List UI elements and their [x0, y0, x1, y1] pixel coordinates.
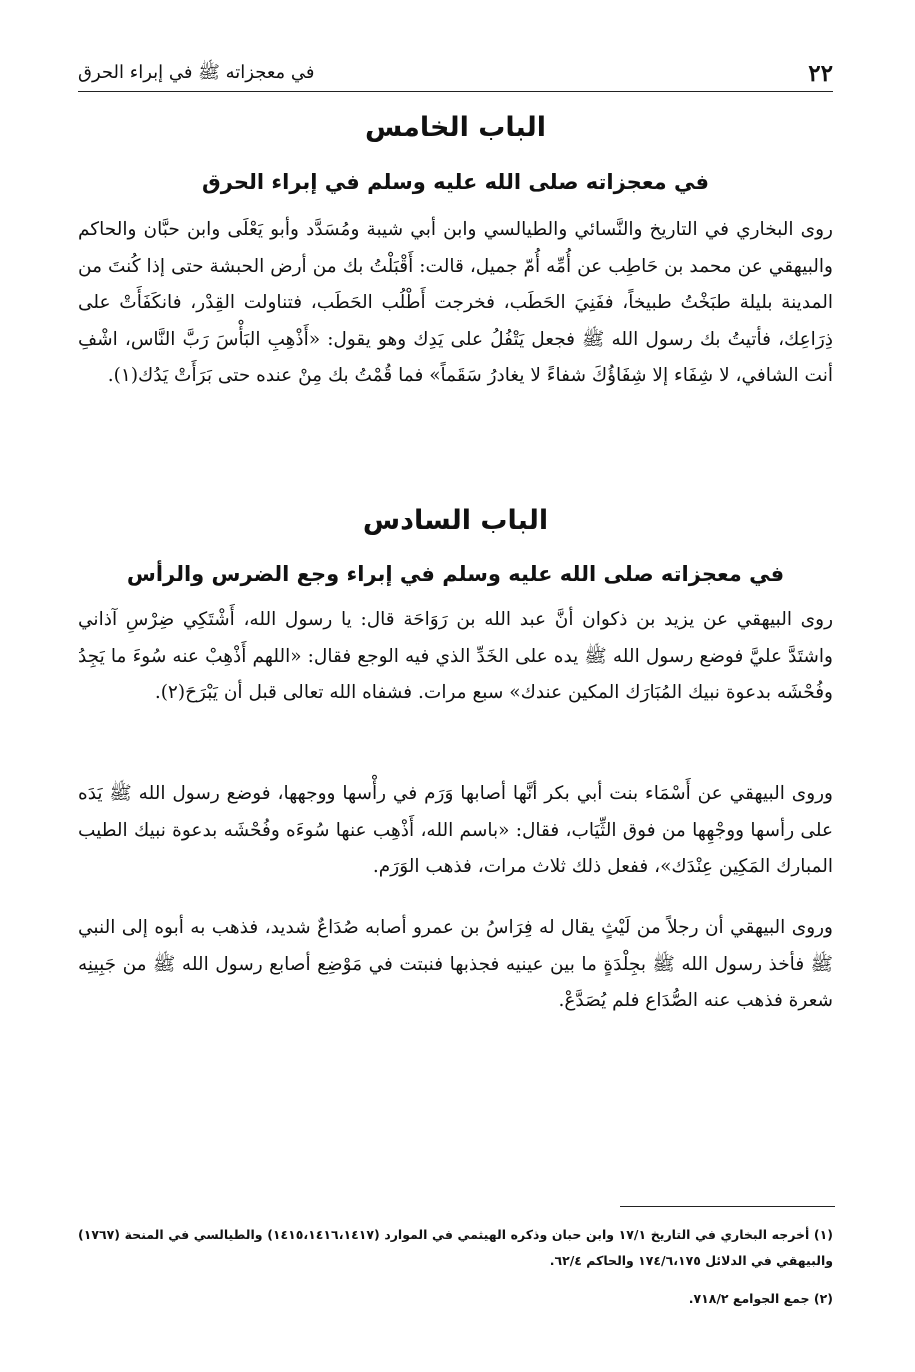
footnote-1: (١) أخرجه البخاري في التاريخ ١٧/١ وابن حبان وذكره الهيثمي في الموارد (١٤١٥،١٤١٦،١٤١٧) والطيالسي في المنحة (١٧٦٧) والبيهقي في الدلائل ١٧٤/٦،١٧٥ والحاكم ٦٢/٤.	[78, 1227, 833, 1268]
running-header	[78, 56, 833, 92]
chapter-6-paragraph-1: روى البيهقي عن يزيد بن ذكوان أنَّ عبد الله بن رَوَاحَة قال: يا رسول الله، أَشْتَكِي ضِرْسِ آذاني واشتَدَّ عليَّ فوضع رسول الله ﷺ يده على الخَدِّ الذي فيه الوجع فقال: «اللهم أَذْهِبْ عنه سُوءَ ما يَجِدُ وفُحْشَه بدعوة نبيك المُبَارَك المكين عندك» سبع مرات. فشفاه الله تعالى قبل أن يَبْرَحَ(٢).	[78, 609, 833, 703]
chapter-6-paragraph-3: وروى البيهقي أن رجلاً من لَيْثٍ يقال له فِرَاسُ بن عمرو أصابه صُدَاعٌ شديد، فذهب به أبوه إلى النبي ﷺ فأخذ رسول الله ﷺ بجِلْدَةٍ ما بين عينيه فجذبها فنبتت في مَوْضِع أصابع رسول الله ﷺ من جَبِينِه شعرة فذهب عنه الصُّدَاع فلم يُصَدَّعْ.	[78, 917, 833, 1011]
chapter-5-paragraph: روى البخاري في التاريخ والنَّسائي والطيالسي وابن أبي شيبة ومُسَدَّد وأبو يَعْلَى وابن حبَّان والحاكم والبيهقي عن محمد بن حَاطِب عن أُمِّه أُمّ جميل، قالت: أَقْبَلْتُ بك من أرض الحبشة حتى إذا كُنتَ من المدينة بليلة طبَخْتُ طبيخاً، ففَنِيَ الحَطَب، فخرجت أَطْلُب الحَطَب، فتناولت القِدْر، فانكَفَأَتْ على ذِرَاعِك، فأتيتُ بك رسول الله ﷺ فجعل يَتْفُلُ على يَدِك وهو يقول: «أَذْهِبِ البَأْسَ رَبَّ النَّاس، اشْفِ أنت الشافي، لا شِفَاء إلا شِفَاؤُكَ شفاءً لا يغادرُ سَقَماً» فما قُمْتُ بك مِنْ عنده حتى بَرَأَتْ يَدُك(١).	[78, 219, 833, 386]
chapter-5-subtitle: في معجزاته صلى الله عليه وسلم في إبراء الحرق	[202, 170, 709, 194]
chapter-6-paragraph-2: وروى البيهقي عن أَسْمَاء بنت أبي بكر أنَّها أصابها وَرَم في رأْسها ووجهها، فوضع رسول الله ﷺ يَدَه على رأسها ووجْهِها من فوق الثِّيَاب، فقال: «باسم الله، أَذْهِب عنها سُوءَه وفُحْشَه بدعوة نبيك الطيب المبارك المَكِين عِنْدَك»، ففعل ذلك ثلاث مرات، فذهب الوَرَم.	[78, 783, 833, 877]
running-title: في معجزاته ﷺ في إبراء الحرق	[78, 62, 315, 83]
footnote-2: (٢) جمع الجوامع ٧١٨/٢.	[688, 1291, 833, 1306]
footnote-divider	[620, 1206, 835, 1207]
page-number: ٢٢	[808, 60, 833, 87]
chapter-6-title: الباب السادس	[362, 505, 549, 536]
chapter-6-subtitle: في معجزاته صلى الله عليه وسلم في إبراء وجع الضرس والرأس	[126, 562, 785, 586]
chapter-5-title: الباب الخامس	[365, 112, 546, 143]
